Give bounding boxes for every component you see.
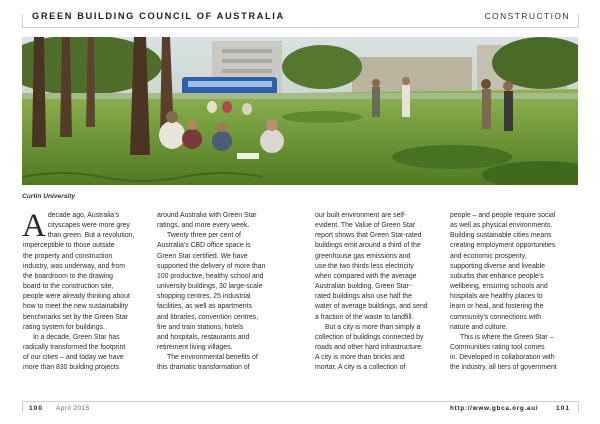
drop-cap: A	[22, 208, 46, 244]
text-line: learn or heal, and fostering the	[450, 303, 544, 311]
text-line: supported the delivery of more than	[157, 262, 266, 270]
text-line: In a decade, Green Star has	[33, 333, 120, 341]
text-line: cityscapes were more grey	[47, 222, 130, 230]
text-line: 100 productive, healthy school and	[157, 272, 264, 280]
text-line: this dramatic transformation of	[157, 364, 250, 372]
text-line: and economic prosperity,	[450, 252, 527, 260]
footer-rule-tick-right	[578, 401, 579, 413]
text-line: nature and culture.	[450, 323, 508, 331]
issue-date: April 2015	[56, 405, 90, 412]
text-line: shopping centres, 25 industrial	[157, 293, 251, 301]
text-line: collection of buildings connected by	[315, 333, 424, 341]
article-column-1	[22, 208, 149, 374]
text-line: benchmarks set by the Green Star	[23, 313, 128, 321]
text-line: Twenty three per cent of	[167, 232, 241, 240]
text-line: Communities rating tool comes	[450, 344, 545, 352]
text-line: facilities, as well as apartments	[157, 303, 252, 311]
text-line: buildings emit around a third of the	[315, 242, 421, 250]
publication-title: GREEN BUILDING COUNCIL OF AUSTRALIA	[32, 11, 285, 21]
section-label: CONSTRUCTION	[484, 11, 570, 21]
text-line: than green. But a revolution,	[47, 232, 135, 240]
text-line: suburbs that enhance people’s	[450, 272, 544, 280]
text-line: Green Star certified. We have	[157, 252, 248, 260]
text-line: a fraction of the waste to landfill.	[315, 313, 414, 321]
text-line: use the two thirds less electricity	[315, 262, 414, 270]
text-line: our built environment are self-	[315, 212, 407, 219]
text-line: Australia’s CBD office space is	[157, 242, 251, 250]
text-line: as well as physical environments.	[450, 222, 553, 230]
text-line: The environmental benefits of	[167, 354, 258, 362]
text-line: fire and train stations, hotels	[157, 323, 244, 331]
footer-rule-tick-left	[22, 401, 23, 413]
text-line: when compared with the average	[315, 272, 417, 280]
text-line: the property and construction	[23, 252, 113, 260]
text-line: board to the construction site,	[23, 283, 114, 291]
text-line: greenhouse gas emissions and	[315, 252, 411, 260]
text-line: people – and people require social	[450, 212, 556, 219]
text-line: rating system for buildings.	[23, 323, 105, 331]
text-line: industry, was underway, and from	[23, 262, 125, 270]
text-line: evident. The Value of Green Star	[315, 222, 416, 230]
text-line: more than 830 building projects	[23, 364, 120, 372]
text-line: in. Developed in collaboration with	[450, 354, 555, 362]
text-line: Building sustainable cities means	[450, 232, 552, 240]
text-line: imperceptible to those outside	[23, 242, 115, 250]
text-line: water of average buildings, and send	[315, 303, 428, 311]
text-line: report shows that Green Star-rated	[315, 232, 422, 240]
text-line: decade ago, Australia’s	[47, 212, 119, 219]
text-line: how to meet the new sustainability	[23, 303, 128, 311]
header-rule-tick-left	[22, 14, 23, 27]
photo-caption: Curtin University	[22, 193, 76, 200]
text-line: rated buildings also use half the	[315, 293, 412, 301]
text-line: and libraries, convention centres,	[157, 313, 259, 321]
text-line: roads and other hard infrastructure.	[315, 344, 424, 352]
header-rule-tick-right	[578, 14, 579, 27]
article-column-3	[315, 211, 441, 374]
text-line: This is where the Green Star –	[460, 333, 554, 341]
text-line: But a city is more than simply a	[325, 323, 421, 331]
page-number-right: 101	[555, 405, 570, 412]
text-line: of our cities – and today we have	[23, 354, 124, 362]
article-column-2	[157, 211, 283, 374]
header-rule	[22, 27, 578, 28]
campus-photo	[22, 37, 578, 185]
website-url: http://www.gbca.org.au/	[450, 405, 539, 412]
text-line: radically transformed the footprint	[23, 344, 126, 352]
text-line: mortar. A city is a collection of	[315, 364, 406, 372]
text-line: and hospitals, restaurants and	[157, 333, 250, 341]
text-line: wellbeing, ensuring schools and	[450, 283, 548, 291]
text-line: university buildings, 30 large-scale	[157, 283, 263, 291]
text-line: retirement living villages.	[157, 344, 233, 352]
text-line: A city is more than bricks and	[315, 354, 405, 362]
footer-rule	[22, 401, 578, 402]
text-line: hospitals are healthy places to	[450, 293, 543, 301]
text-line: around Australia with Green Star	[157, 212, 257, 219]
text-line: the boardroom to the drawing	[23, 272, 114, 280]
text-line: the industry, all tiers of government	[450, 364, 557, 372]
page-number-left: 100	[29, 405, 44, 412]
text-line: creating employment opportunities	[450, 242, 556, 250]
article-column-4	[450, 211, 576, 374]
text-line: community’s connections with	[450, 313, 542, 321]
text-line: supporting diverse and liveable	[450, 262, 545, 270]
text-line: Australian building. Green Star-	[315, 283, 412, 291]
text-line: people were already thinking about	[23, 293, 130, 301]
text-line: ratings, and more every week.	[157, 222, 250, 230]
